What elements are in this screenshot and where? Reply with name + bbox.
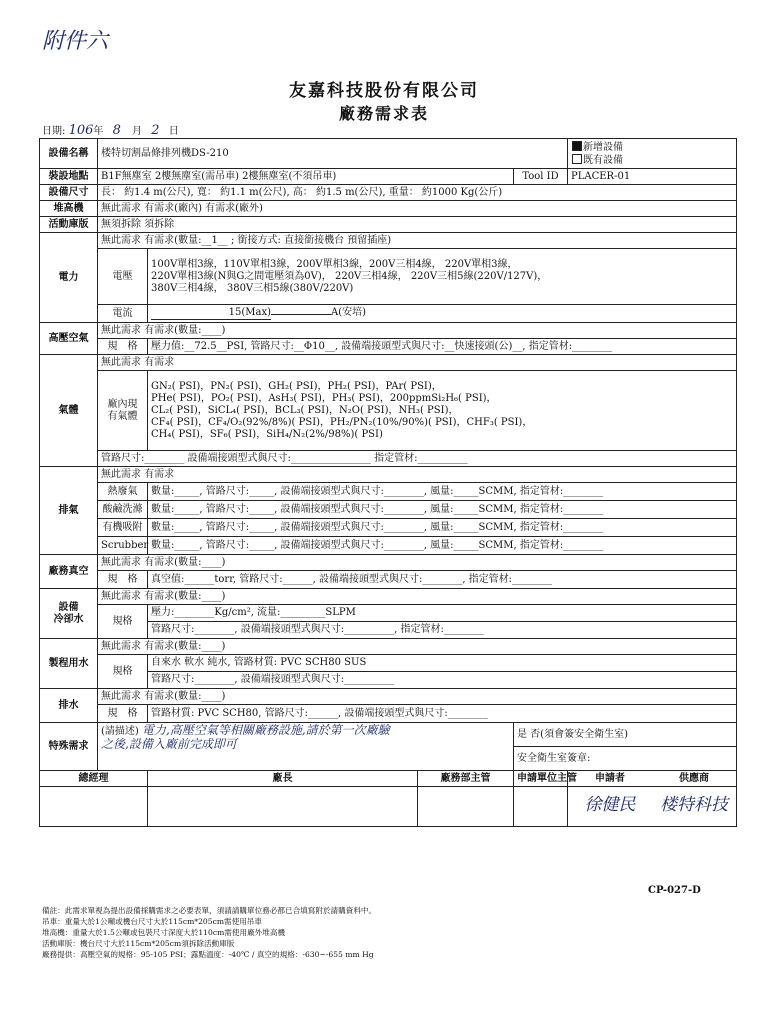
process-water-need[interactable]: 無此需求 有需求(數量:____) xyxy=(98,639,737,655)
note-line: 廠務提供：高壓空氣的規格：95-105 PSI；露點溫度：-40℃ / 真空的規格：-630~-655 mm Hg xyxy=(42,950,374,959)
drain-label: 排水 xyxy=(40,689,98,723)
form-code: CP-027-D xyxy=(648,885,701,896)
exhaust-item-value[interactable]: 數量:_____, 管路尺寸:_____, 設備端接頭型式與尺寸:________, 風量:_____SCMM, 指定管材:________ xyxy=(148,537,737,555)
note-line: 活動庫版：機台尺寸大於115cm*205cm須拆除活動庫版 xyxy=(42,939,235,948)
date-month-unit: 月 xyxy=(132,126,143,137)
exhaust-item-value[interactable]: 數量:_____, 管路尺寸:_____, 設備端接頭型式與尺寸:________, 風量:_____SCMM, 指定管材:________ xyxy=(148,501,737,519)
exhaust-label: 排氣 xyxy=(40,467,98,555)
device-type-options[interactable] xyxy=(568,139,737,169)
pcw-need[interactable]: 無此需求 有需求(數量:____) xyxy=(98,589,737,605)
device-name-label: 設備名稱 xyxy=(40,139,98,169)
signoff-header: 供應商 xyxy=(679,772,710,784)
company-name: 友嘉科技股份有限公司 xyxy=(289,81,479,101)
requirements-table xyxy=(39,138,737,827)
pcw-label-1: 設備 xyxy=(58,601,79,613)
drain-need[interactable]: 無此需求 有需求(數量:____) xyxy=(98,689,737,705)
date-line xyxy=(42,122,179,138)
install-location-value[interactable]: B1F無塵室 2樓無塵室(需吊車) 2樓無塵室(不須吊車) xyxy=(98,169,514,185)
tool-id-label: Tool ID xyxy=(514,169,568,185)
gas-pipe[interactable]: 管路尺寸:________ 設備端接頭型式與尺寸:________________ 指定管材:__________ xyxy=(98,451,737,467)
vacuum-spec-value[interactable]: 真空值:______torr, 管路尺寸:______, 設備端接頭型式與尺寸:________, 指定管材:________ xyxy=(148,571,737,589)
current-unit: A(安培) xyxy=(331,307,367,318)
drain-spec-value[interactable]: 管路材質: PVC SCH80, 管路尺寸:______, 設備端接頭型式與尺寸:________ xyxy=(148,705,737,723)
vacuum-need[interactable]: 無此需求 有需求(數量:____) xyxy=(98,555,737,571)
voltage-options[interactable] xyxy=(148,249,737,305)
exhaust-item-name: 有機吸附 xyxy=(98,519,148,537)
pcw-label-2: 冷卻水 xyxy=(53,613,84,625)
gas-options[interactable] xyxy=(148,371,737,451)
power-label: 電力 xyxy=(40,233,98,323)
gas-line: PHe( PSI)，PO₂( PSI)，AsH₃( PSI)，PH₃( PSI)，200ppmSi₂H₆( PSI)， xyxy=(151,392,497,404)
gas-need[interactable]: 無此需求 有需求 xyxy=(98,355,737,371)
date-day-unit: 日 xyxy=(168,126,179,137)
gas-sub-label-2: 有氣體 xyxy=(107,410,138,422)
signoff-cell-facility-head[interactable] xyxy=(418,787,514,827)
cda-label: 高壓空氣 xyxy=(40,323,98,355)
date-month[interactable]: 8 xyxy=(112,123,121,138)
current-value[interactable] xyxy=(148,305,737,323)
current-label: 電流 xyxy=(98,305,148,323)
signoff-header-split xyxy=(568,771,737,787)
cda-spec-label: 規 格 xyxy=(98,339,148,355)
voltage-line: 220V單相3線(N與G之間電壓須為0V)， 220V三相4線， 220V三相5線(220V/127V)， xyxy=(151,270,548,282)
date-label: 日期: xyxy=(42,126,66,137)
process-water-spec-1[interactable]: 自來水 軟水 純水, 管路材質: PVC SCH80 SUS xyxy=(148,655,737,672)
ceiling-options[interactable]: 無須拆除 須拆除 xyxy=(98,217,737,233)
note-line: 備註：此需求單視為提出設備採購需求之必要表單，須請請購單位務必都已合填寫附於請購資料中。 xyxy=(42,906,377,915)
gas-line: GN₂( PSI)，PN₂( PSI)，GH₂( PSI)，PH₂( PSI)，PAr( PSI)， xyxy=(151,380,442,392)
voltage-label: 電壓 xyxy=(98,249,148,305)
device-name-value[interactable]: 楼特切割晶條排列機DS-210 xyxy=(98,139,568,169)
cda-spec-value[interactable]: 壓力值:__72.5__PSI, 管路尺寸:__Φ10__, 設備端接頭型式與尺寸:__快速接頭(公)__, 指定管材:________ xyxy=(148,339,737,355)
special-label: 特殊需求 xyxy=(40,723,98,771)
signoff-cell-gm[interactable] xyxy=(40,787,148,827)
exhaust-item-name: 酸鹼洗滌 xyxy=(98,501,148,519)
existing-device-checkbox[interactable] xyxy=(572,154,582,164)
applicant-signature: 徐健民 xyxy=(584,795,636,815)
vacuum-spec-label: 規 格 xyxy=(98,571,148,589)
signoff-cell-dept-head[interactable] xyxy=(514,787,568,827)
voltage-line: 380V三相4線， 380V三相5線(380V/220V) xyxy=(151,282,354,294)
special-handwritten-2: 之後,設備入廠前完成即可 xyxy=(101,737,237,751)
forklift-label: 堆高機 xyxy=(40,201,98,217)
date-year-unit: 年 xyxy=(93,126,104,137)
pcw-spec-2[interactable]: 管路尺寸:________, 設備端接頭型式與尺寸:__________, 指定管材:________ xyxy=(148,622,737,639)
signoff-cell-plant-manager[interactable] xyxy=(148,787,418,827)
tool-id-value[interactable]: PLACER-01 xyxy=(568,169,737,185)
exhaust-need[interactable]: 無此需求 有需求 xyxy=(98,467,737,483)
vacuum-label: 廠務真空 xyxy=(40,555,98,589)
signoff-header: 申請單位主管 xyxy=(514,771,568,787)
voltage-line: 100V單相3線，110V單相3線，200V單相3線，200V三相4線， 220V單相3線， xyxy=(151,258,518,270)
cda-need[interactable]: 無此需求 有需求(數量:____) xyxy=(98,323,737,339)
pcw-spec-1[interactable]: 壓力:________Kg/cm², 流量:_________SLPM xyxy=(148,605,737,622)
process-water-label: 製程用水 xyxy=(40,639,98,689)
ceiling-label: 活動庫版 xyxy=(40,217,98,233)
process-water-spec-2[interactable]: 管路尺寸:________, 設備端接頭型式與尺寸:__________ xyxy=(148,672,737,689)
signoff-header: 申請者 xyxy=(595,772,626,784)
vendor-signature: 楼特科技 xyxy=(660,795,729,815)
pcw-label xyxy=(40,589,98,639)
device-size-label: 設備尺寸 xyxy=(40,185,98,201)
special-prompt: (請描述) xyxy=(101,726,139,737)
pcw-spec-label: 規格 xyxy=(98,605,148,639)
forklift-options[interactable]: 無此需求 有需求(廠內) 有需求(廠外) xyxy=(98,201,737,217)
signoff-cell-signatures[interactable] xyxy=(568,787,737,827)
gas-line: CH₄( PSI)，SF₆( PSI)，SiH₄/N₂(2%/98%)( PSI) xyxy=(151,428,383,440)
signoff-header: 廠長 xyxy=(148,771,418,787)
exhaust-item-value[interactable]: 數量:_____, 管路尺寸:_____, 設備端接頭型式與尺寸:________, 風量:_____SCMM, 指定管材:________ xyxy=(148,519,737,537)
device-size-value[interactable]: 長： 約1.4 m(公尺), 寬： 約1.1 m(公尺), 高： 約1.5 m(公尺), 重量： 約1000 Kg(公斤) xyxy=(98,185,737,201)
gas-line: CL₂( PSI)，SiCL₄( PSI)，BCL₃( PSI)，N₂O( PSI)，NH₃( PSI)， xyxy=(151,404,459,416)
current-amount: 15(Max) xyxy=(151,307,271,320)
exhaust-item-name: Scrubber xyxy=(98,537,148,555)
date-year[interactable]: 106 xyxy=(68,123,94,138)
gas-sub-label-1: 廠內現 xyxy=(107,398,138,410)
power-need[interactable]: 無此需求 有需求(數量:__1__ ; 銜接方式: 直接銜接機台 預留插座) xyxy=(98,233,737,249)
safety-sign[interactable]: 安全衛生室簽章: xyxy=(514,747,737,771)
new-device-label: 新增設備 xyxy=(583,141,624,153)
existing-device-label: 既有設備 xyxy=(583,154,624,166)
process-water-spec-label: 規格 xyxy=(98,655,148,689)
note-line: 吊車：重量大於1公噸或機台尺寸大於115cm*205cm需使用吊車 xyxy=(42,917,262,926)
signoff-header: 總經理 xyxy=(40,771,148,787)
new-device-checkbox[interactable] xyxy=(572,141,582,151)
signoff-header: 廠務部主管 xyxy=(418,771,514,787)
install-location-label: 裝設地點 xyxy=(40,169,98,185)
drain-spec-label: 規 格 xyxy=(98,705,148,723)
gas-sub-label xyxy=(98,371,148,451)
gas-label: 氣體 xyxy=(40,355,98,467)
special-handwritten-1: 電力,高壓空氣等相關廠務設施,請於第一次廠驗 xyxy=(142,723,390,737)
special-description[interactable] xyxy=(98,723,514,771)
exhaust-item-value[interactable]: 數量:_____, 管路尺寸:_____, 設備端接頭型式與尺寸:________, 風量:_____SCMM, 指定管材:________ xyxy=(148,483,737,501)
form-title: 廠務需求表 xyxy=(338,104,429,123)
handwritten-annotation: 附件六 xyxy=(42,29,109,54)
note-line: 堆高機：重量大於1.5公噸或包裝尺寸深度大於110cm需使用廠外堆高機 xyxy=(42,928,286,937)
date-day[interactable]: 2 xyxy=(151,123,160,138)
safety-options[interactable]: 是 否(須會簽安全衛生室) xyxy=(514,723,737,747)
gas-line: CF₄( PSI)，CF₄/O₂(92%/8%)( PSI)，PH₂/PN₂(10%/90%)( PSI)，CHF₃( PSI)， xyxy=(151,416,533,428)
exhaust-item-name: 熱廢氣 xyxy=(98,483,148,501)
